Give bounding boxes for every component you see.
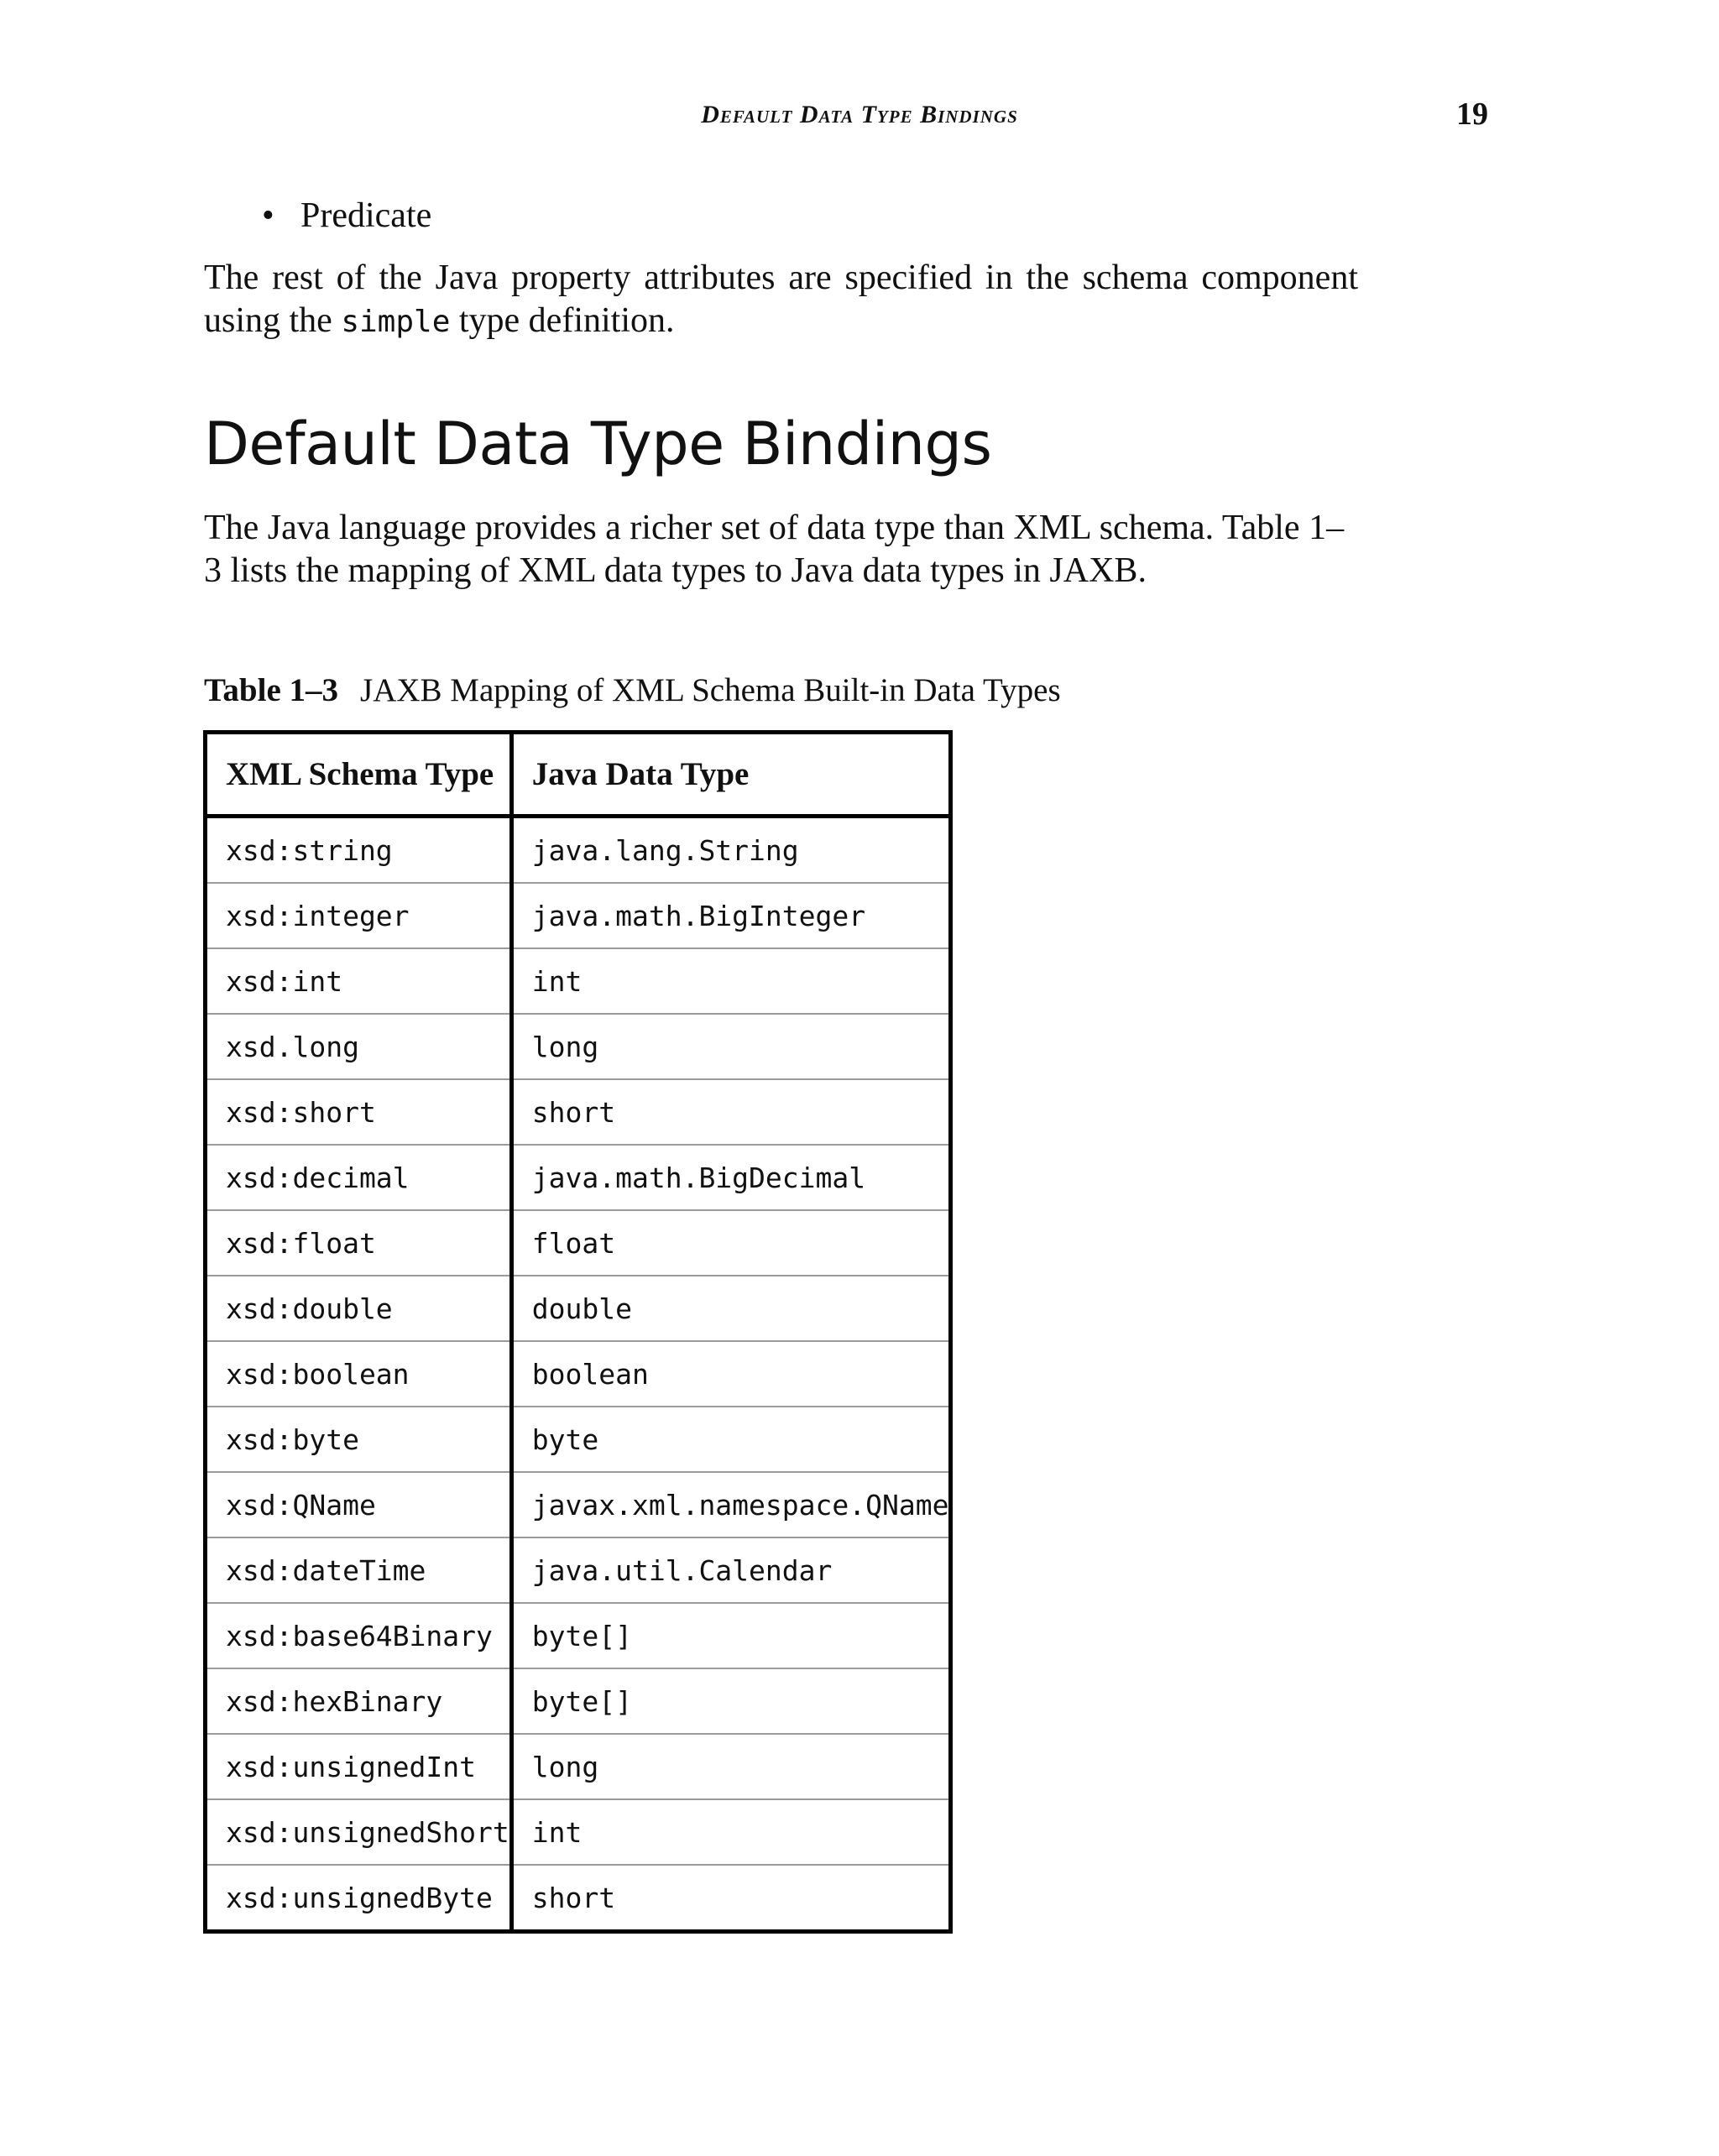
inline-code-simple: simple — [341, 305, 451, 339]
xml-type-cell: xsd:decimal — [206, 1145, 512, 1210]
xml-type-cell: xsd:boolean — [206, 1341, 512, 1407]
table-row — [206, 1668, 951, 1734]
xml-type-cell: xsd:hexBinary — [206, 1668, 512, 1734]
xml-type-cell: xsd:integer — [206, 883, 512, 948]
table-row — [206, 1276, 951, 1341]
xml-type-cell: xsd:unsignedInt — [206, 1734, 512, 1799]
java-type-cell: byte[] — [511, 1668, 951, 1734]
java-type-cell: int — [511, 948, 951, 1014]
table-row — [206, 1145, 951, 1210]
page-number: 19 — [1456, 97, 1488, 132]
xml-type-cell: xsd:unsignedShort — [206, 1799, 512, 1865]
intro-text-before: The rest of the Java property attributes are specified in the schema component using the — [204, 258, 1358, 340]
java-type-cell: short — [511, 1079, 951, 1145]
table-row — [206, 817, 951, 884]
java-type-cell: byte[] — [511, 1603, 951, 1668]
type-mapping-table — [203, 730, 953, 1934]
xml-type-cell: xsd:dateTime — [206, 1537, 512, 1603]
java-type-cell: boolean — [511, 1341, 951, 1407]
table-row — [206, 1537, 951, 1603]
running-head-title: Default Data Type Bindings — [701, 101, 1018, 128]
bullet-symbol: • — [262, 196, 274, 235]
xml-type-cell: xsd:float — [206, 1210, 512, 1276]
intro-paragraph — [204, 257, 1358, 343]
table-row — [206, 1799, 951, 1865]
java-type-cell: short — [531, 1881, 616, 1914]
table-header-row — [206, 733, 951, 817]
table-caption — [204, 671, 1061, 709]
java-type-cell: long — [511, 1014, 951, 1079]
bullet-text: Predicate — [300, 196, 432, 235]
java-type-cell: java.util.Calendar — [511, 1537, 951, 1603]
header-java-data-type: Java Data Type — [511, 733, 951, 817]
section-heading: Default Data Type Bindings — [204, 410, 992, 478]
table-row — [206, 1734, 951, 1799]
xml-type-cell: xsd:base64Binary — [206, 1603, 512, 1668]
intro-text-after: type definition. — [450, 301, 675, 340]
table-row — [206, 948, 951, 1014]
java-type-cell: java.math.BigDecimal — [511, 1145, 951, 1210]
table-row — [206, 1341, 951, 1407]
section-paragraph: The Java language provides a richer set of data type than XML schema. Table 1–3 lists the mapping of XML data types to Java data types in JAXB. — [204, 509, 1345, 590]
table-caption-text: JAXB Mapping of XML Schema Built-in Data Types — [360, 672, 1061, 708]
table-row — [206, 883, 951, 948]
xml-type-cell: xsd:short — [206, 1079, 512, 1145]
xml-type-cell: xsd:double — [206, 1276, 512, 1341]
java-type-cell: int — [511, 1799, 951, 1865]
table-row — [206, 1472, 951, 1537]
java-type-cell: javax.xml.namespace.QName — [511, 1472, 951, 1537]
java-type-cell: byte — [511, 1407, 951, 1472]
xml-type-cell: xsd:string — [206, 817, 512, 884]
table-row — [206, 1407, 951, 1472]
xml-type-cell: xsd:byte — [206, 1407, 512, 1472]
java-type-cell: double — [511, 1276, 951, 1341]
table-row — [206, 1865, 951, 1932]
header-xml-schema-type: XML Schema Type — [206, 733, 512, 817]
table-row — [206, 1210, 951, 1276]
xml-type-cell: xsd.long — [206, 1014, 512, 1079]
table-row — [206, 1603, 951, 1668]
java-type-cell: java.math.BigInteger — [511, 883, 951, 948]
xml-type-cell: xsd:QName — [206, 1472, 512, 1537]
java-type-cell: java.lang.String — [511, 817, 951, 884]
java-type-cell: float — [511, 1210, 951, 1276]
table-row — [206, 1079, 951, 1145]
java-type-cell: long — [511, 1734, 951, 1799]
table-caption-label: Table 1–3 — [204, 672, 339, 708]
xml-type-cell: xsd:int — [206, 948, 512, 1014]
xml-type-cell: xsd:unsignedByte — [206, 1865, 512, 1932]
table-row — [206, 1014, 951, 1079]
